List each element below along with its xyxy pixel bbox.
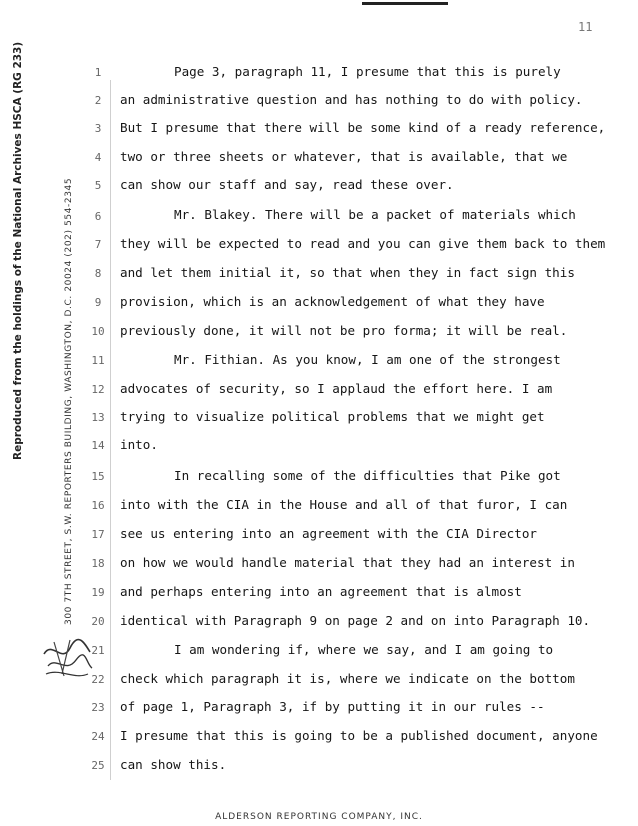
transcript-line: Mr. Blakey. There will be a packet of materials which [174, 207, 576, 222]
line-number: 5 [94, 179, 102, 192]
transcript-line: identical with Paragraph 9 on page 2 and on into Paragraph 10. [120, 613, 591, 628]
line-number: 16 [91, 499, 105, 512]
line-number: 20 [91, 615, 105, 628]
line-number: 9 [94, 296, 102, 309]
line-number: 13 [91, 411, 105, 424]
transcript-line: But I presume that there will be some kind of a ready reference, [120, 120, 606, 135]
transcript-line: and let them initial it, so that when they in fact sign this [120, 265, 575, 280]
transcript-line: two or three sheets or whatever, that is available, that we [120, 149, 568, 164]
reporting-company-footer: ALDERSON REPORTING COMPANY, INC. [215, 812, 423, 822]
line-number: 22 [91, 673, 105, 686]
page-number: 11 [578, 20, 593, 34]
transcript-line: previously done, it will not be pro forma; it will be real. [120, 323, 568, 338]
transcript-line: In recalling some of the difficulties that Pike got [174, 468, 561, 483]
transcript-line: Page 3, paragraph 11, I presume that this is purely [174, 64, 561, 79]
transcript-line: into with the CIA in the House and all of that furor, I can [120, 497, 568, 512]
transcript-line: Mr. Fithian. As you know, I am one of the strongest [174, 352, 561, 367]
margin-rule [110, 80, 111, 780]
transcript-line: and perhaps entering into an agreement that is almost [120, 584, 522, 599]
transcript-line: of page 1, Paragraph 3, if by putting it in our rules -- [120, 699, 545, 714]
line-number: 12 [91, 383, 105, 396]
line-number: 1 [94, 66, 102, 79]
transcript-line: I am wondering if, where we say, and I am going to [174, 642, 554, 657]
line-number: 10 [91, 325, 105, 338]
line-number: 17 [91, 528, 105, 541]
line-number: 11 [91, 354, 105, 367]
transcript-line: into. [120, 437, 158, 452]
line-number: 4 [94, 151, 102, 164]
transcript-line: check which paragraph it is, where we indicate on the bottom [120, 671, 575, 686]
transcript-line: see us entering into an agreement with the CIA Director [120, 526, 538, 541]
line-number: 7 [94, 238, 102, 251]
reporter-address: 300 7TH STREET, S.W. REPORTERS BUILDING, WASHINGTON, D.C. 20024 (202) 554-2345 [64, 177, 74, 625]
transcript-line: can show this. [120, 757, 227, 772]
line-number: 18 [91, 557, 105, 570]
line-number: 14 [91, 439, 105, 452]
line-number: 3 [94, 122, 102, 135]
transcript-line: provision, which is an acknowledgement of what they have [120, 294, 545, 309]
line-number: 23 [91, 701, 105, 714]
line-number: 2 [94, 94, 102, 107]
transcript-line: I presume that this is going to be a published document, anyone [120, 728, 598, 743]
top-rule [362, 2, 448, 5]
transcript-line: can show our staff and say, read these over. [120, 177, 454, 192]
line-number: 24 [91, 730, 105, 743]
transcript-line: trying to visualize political problems that we might get [120, 409, 545, 424]
line-number: 6 [94, 210, 102, 223]
transcript-line: advocates of security, so I applaud the effort here. I am [120, 381, 553, 396]
line-number: 19 [91, 586, 105, 599]
line-number: 25 [91, 759, 105, 772]
archive-note: Reproduced from the holdings of the National Archives HSCA (RG 233) [12, 41, 24, 460]
transcript-line: on how we would handle material that they had an interest in [120, 555, 575, 570]
transcript-line: an administrative question and has nothing to do with policy. [120, 92, 583, 107]
line-number: 21 [91, 644, 105, 657]
transcript-line: they will be expected to read and you can give them back to them [120, 236, 606, 251]
line-number: 8 [94, 267, 102, 280]
line-number: 15 [91, 470, 105, 483]
